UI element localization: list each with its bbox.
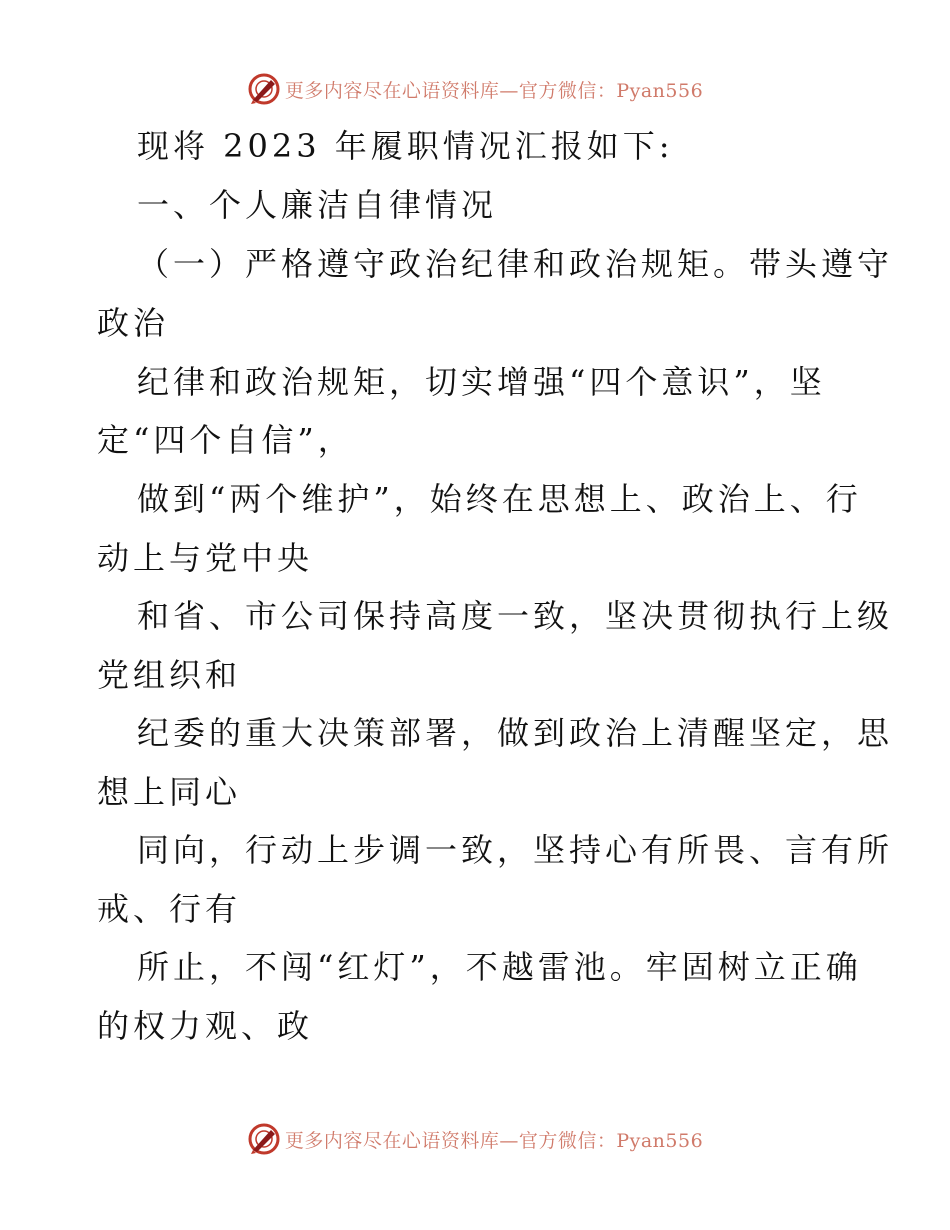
doc-line: 纪委的重大决策部署，做到政治上清醒坚定，思 xyxy=(137,714,894,752)
doc-line: 的权力观、政 xyxy=(97,1007,314,1045)
doc-line: 纪律和政治规矩，切实增强“四个意识”，坚 xyxy=(137,363,826,401)
doc-line: 党组织和 xyxy=(97,656,242,694)
doc-line: 定“四个自信”， xyxy=(97,421,354,459)
doc-line: 做到“两个维护”，始终在思想上、政治上、行 xyxy=(137,480,862,518)
doc-line: 政治 xyxy=(97,304,170,342)
doc-line: 戒、行有 xyxy=(97,890,242,928)
footer-watermark xyxy=(0,1122,950,1156)
doc-line: （一）严格遵守政治纪律和政治规矩。带头遵守 xyxy=(137,245,894,283)
doc-line: 同向，行动上步调一致，坚持心有所畏、言有所 xyxy=(137,831,894,869)
watermark-text: 更多内容尽在心语资料库—官方微信：Pyan556 xyxy=(284,79,704,102)
doc-line: 所止，不闯“红灯”，不越雷池。牢固树立正确 xyxy=(137,948,862,986)
doc-line: 想上同心 xyxy=(97,773,242,811)
watermark-text: 更多内容尽在心语资料库—官方微信：Pyan556 xyxy=(284,1129,704,1152)
pen-logo-icon xyxy=(247,72,281,106)
header-watermark xyxy=(0,72,950,106)
doc-line: 动上与党中央 xyxy=(97,539,314,577)
doc-line: 现将 2023 年履职情况汇报如下: xyxy=(137,127,674,165)
section-heading: 一、个人廉洁自律情况 xyxy=(137,186,498,224)
doc-line: 和省、市公司保持高度一致，坚决贯彻执行上级 xyxy=(137,597,894,635)
pen-logo-icon xyxy=(247,1122,281,1156)
